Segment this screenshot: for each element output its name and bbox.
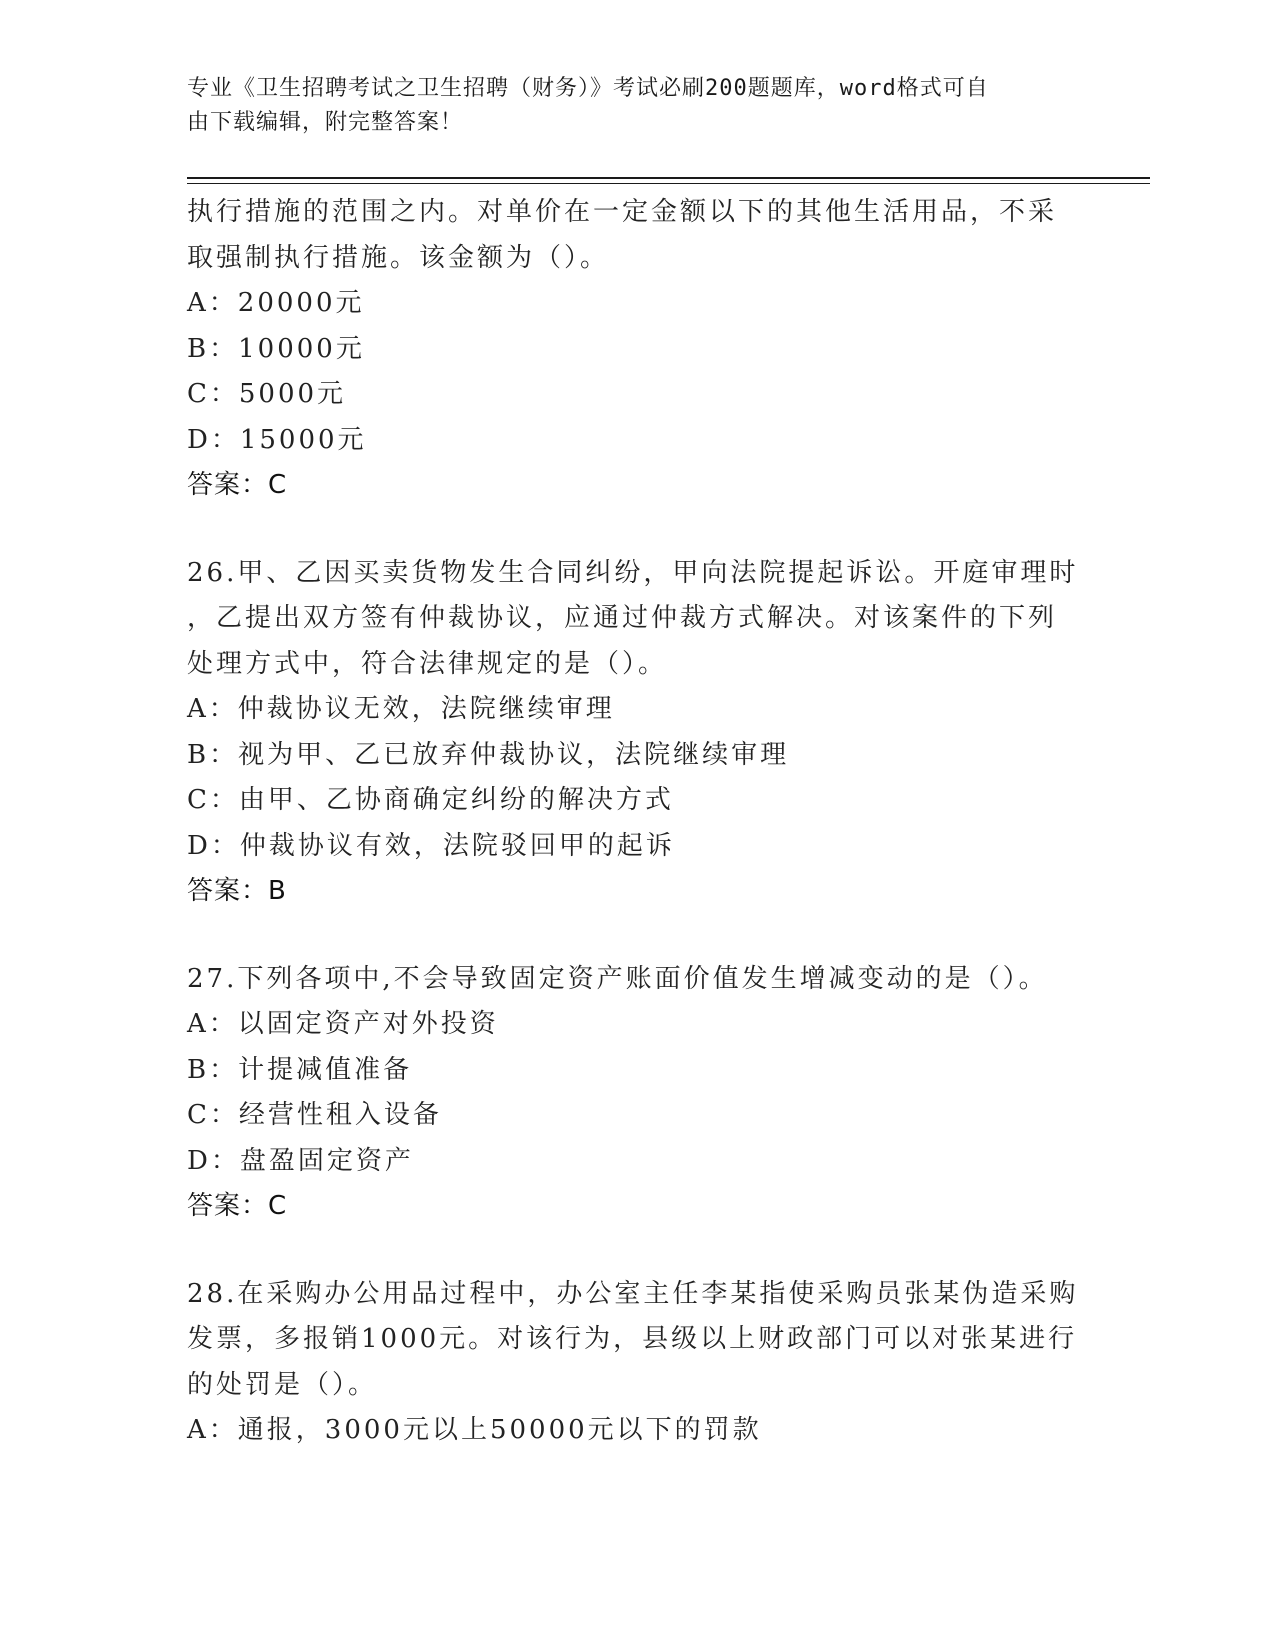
answer-label: 答案：C: [187, 1191, 288, 1221]
answer-label: 答案：B: [187, 876, 287, 906]
question-spacer: [187, 1230, 1087, 1272]
option-b: B：计提减值准备: [187, 1054, 413, 1085]
question-stem-line: 发票，多报销1000元。对该行为，县级以上财政部门可以对张某进行: [187, 1324, 1078, 1354]
document-header: [187, 72, 1067, 140]
question-stem-line: 28.在采购办公用品过程中，办公室主任李某指使采购员张某伪造采购: [187, 1278, 1079, 1309]
option-b: B：10000元: [187, 333, 365, 364]
option-c: C：经营性租入设备: [187, 1100, 442, 1130]
question-27: [187, 957, 1087, 1230]
question-stem-line: 27.下列各项中,不会导致固定资产账面价值发生增减变动的是（）。: [187, 963, 1048, 994]
question-stem-line: 取强制执行措施。该金额为（）。: [187, 242, 610, 273]
option-a: A：20000元: [187, 288, 365, 318]
option-d: D：15000元: [187, 424, 367, 455]
option-c: C：5000元: [187, 379, 347, 409]
question-stem-line: 的处罚是（）。: [187, 1369, 378, 1400]
question-spacer: [187, 509, 1087, 551]
question-stem-line: 处理方式中，符合法律规定的是（）。: [187, 648, 668, 679]
question-stem-line: ，乙提出双方签有仲裁协议，应通过仲裁方式解决。对该案件的下列: [187, 603, 1058, 633]
question-26: [187, 551, 1087, 915]
option-c: C：由甲、乙协商确定纠纷的解决方式: [187, 785, 674, 815]
option-d: D：仲裁协议有效，法院驳回甲的起诉: [187, 830, 675, 861]
header-divider-thin: [187, 183, 1150, 184]
option-b: B：视为甲、乙已放弃仲裁协议，法院继续审理: [187, 739, 790, 770]
question-stem-line: 26.甲、乙因买卖货物发生合同纠纷，甲向法院提起诉讼。开庭审理时: [187, 557, 1079, 588]
header-line-1: 专业《卫生招聘考试之卫生招聘（财务）》考试必刷200题题库，word格式可自: [187, 76, 989, 101]
document-body: [187, 190, 1087, 1454]
question-28: [187, 1272, 1087, 1454]
header-divider-thick: [187, 177, 1150, 179]
option-a: A：以固定资产对外投资: [187, 1009, 499, 1039]
question-spacer: [187, 915, 1087, 957]
question-stem-line: 执行措施的范围之内。对单价在一定金额以下的其他生活用品，不采: [187, 197, 1058, 227]
option-a: A：仲裁协议无效，法院继续审理: [187, 694, 615, 724]
answer-label: 答案：C: [187, 470, 288, 500]
header-line-2: 由下载编辑，附完整答案！: [187, 110, 464, 135]
question-25: [187, 190, 1087, 509]
option-d: D：盘盈固定资产: [187, 1145, 414, 1176]
option-a: A：通报，3000元以上50000元以下的罚款: [187, 1415, 762, 1445]
